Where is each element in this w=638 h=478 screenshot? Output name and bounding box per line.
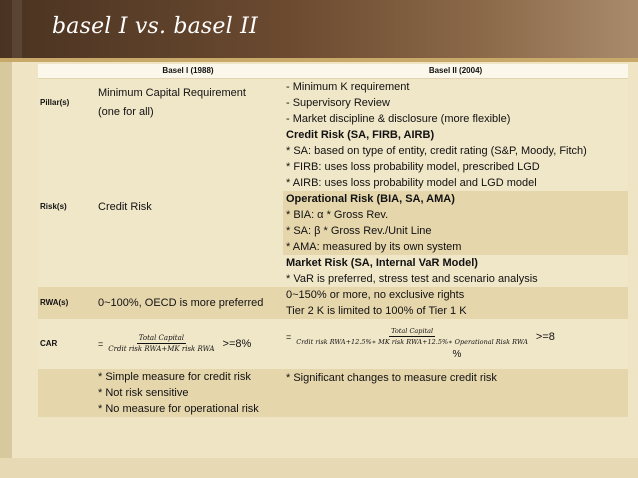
row-label-pillars: Pillar(s) [38, 78, 93, 127]
banner-stripe [12, 0, 22, 62]
pillar-basel1 [93, 78, 283, 127]
operational-risk-item: * AMA: measured by its own system [286, 240, 462, 253]
car-basel1-threshold: >=8% [222, 337, 252, 350]
notes-basel2 [283, 369, 628, 417]
pillar-basel2-line: - Supervisory Review [286, 96, 390, 109]
operational-risk-item: * BIA: α * Gross Rev. [286, 208, 389, 221]
row-label-risks: Risk(s) [38, 127, 93, 287]
notes-basel1-line: * Simple measure for credit risk [98, 370, 251, 383]
row-label-rwa: RWA(s) [38, 287, 93, 319]
credit-risk-item: * FIRB: uses loss probability model, prescribed LGD [286, 160, 540, 173]
car-basel1-denominator: Crdit risk RWA+MK risk RWA [108, 345, 215, 353]
comparison-table [38, 64, 628, 417]
title-banner [0, 0, 638, 62]
car-basel2-threshold: >=8 [535, 330, 555, 343]
table-row-pillars [38, 78, 628, 127]
bottom-margin-strip [0, 458, 638, 478]
slide-title: basel I vs. basel II [52, 14, 258, 39]
notes-basel1-line: * Not risk sensitive [98, 386, 189, 399]
row-label-car: CAR [38, 319, 93, 369]
car-basel2-numerator: Total Capital [391, 327, 434, 335]
car-basel2-percent: % [452, 349, 462, 360]
table-row-notes [38, 369, 628, 417]
pillar-basel2-line: - Minimum K requirement [286, 80, 410, 93]
pillar-basel1-line: Minimum Capital Requirement [98, 86, 246, 99]
notes-basel2-line: * Significant changes to measure credit risk [286, 371, 497, 384]
header-basel2: Basel II (2004) [283, 64, 628, 78]
notes-basel1 [93, 369, 283, 417]
market-risk-heading: Market Risk (SA, Internal VaR Model) [286, 256, 478, 269]
market-risk-item: * VaR is preferred, stress test and scenario analysis [286, 272, 538, 285]
operational-risk-heading: Operational Risk (BIA, SA, AMA) [286, 192, 455, 205]
risk-basel1: Credit Risk [93, 127, 283, 287]
operational-risk-block [283, 191, 628, 255]
credit-risk-item: * SA: based on type of entity, credit rating (S&P, Moody, Fitch) [286, 144, 587, 157]
pillar-basel2-line: - Market discipline & disclosure (more flexible) [286, 112, 511, 125]
credit-risk-block [283, 127, 628, 191]
table-row-risks [38, 127, 628, 287]
car-basel1 [93, 319, 283, 369]
car-basel1-formula [98, 334, 251, 353]
car-basel1-numerator: Total Capital [138, 334, 185, 342]
car-basel2-equals: = [286, 331, 292, 342]
rwa-basel2-line: Tier 2 K is limited to 100% of Tier 1 K [286, 304, 467, 317]
operational-risk-item: * SA: β * Gross Rev./Unit Line [286, 224, 432, 237]
table-header-row [38, 64, 628, 78]
rwa-basel2-line: 0~150% or more, no exclusive rights [286, 288, 465, 301]
rwa-basel1: 0~100%, OECD is more preferred [93, 287, 283, 319]
car-basel1-equals: = [98, 338, 104, 349]
notes-basel1-line: * No measure for operational risk [98, 402, 259, 415]
left-margin-strip [0, 62, 12, 478]
risk-basel2 [283, 127, 628, 287]
banner-underline [0, 58, 638, 62]
car-basel2 [283, 319, 628, 369]
row-label-notes [38, 369, 93, 417]
table-row-rwa [38, 287, 628, 319]
header-blank [38, 64, 93, 78]
credit-risk-heading: Credit Risk (SA, FIRB, AIRB) [286, 128, 435, 141]
rwa-basel2 [283, 287, 628, 319]
market-risk-block [283, 255, 628, 287]
car-basel2-denominator: Crdit risk RWA+12.5%∗ MK risk RWA+12.5%∗ Operational Risk RWA [296, 338, 528, 346]
pillar-basel1-line: (one for all) [98, 105, 154, 118]
credit-risk-item: * AIRB: uses loss probability model and LGD model [286, 176, 537, 189]
pillar-basel2 [283, 78, 628, 127]
car-basel2-formula [286, 327, 555, 346]
header-basel1: Basel I (1988) [93, 64, 283, 78]
table-row-car [38, 319, 628, 369]
